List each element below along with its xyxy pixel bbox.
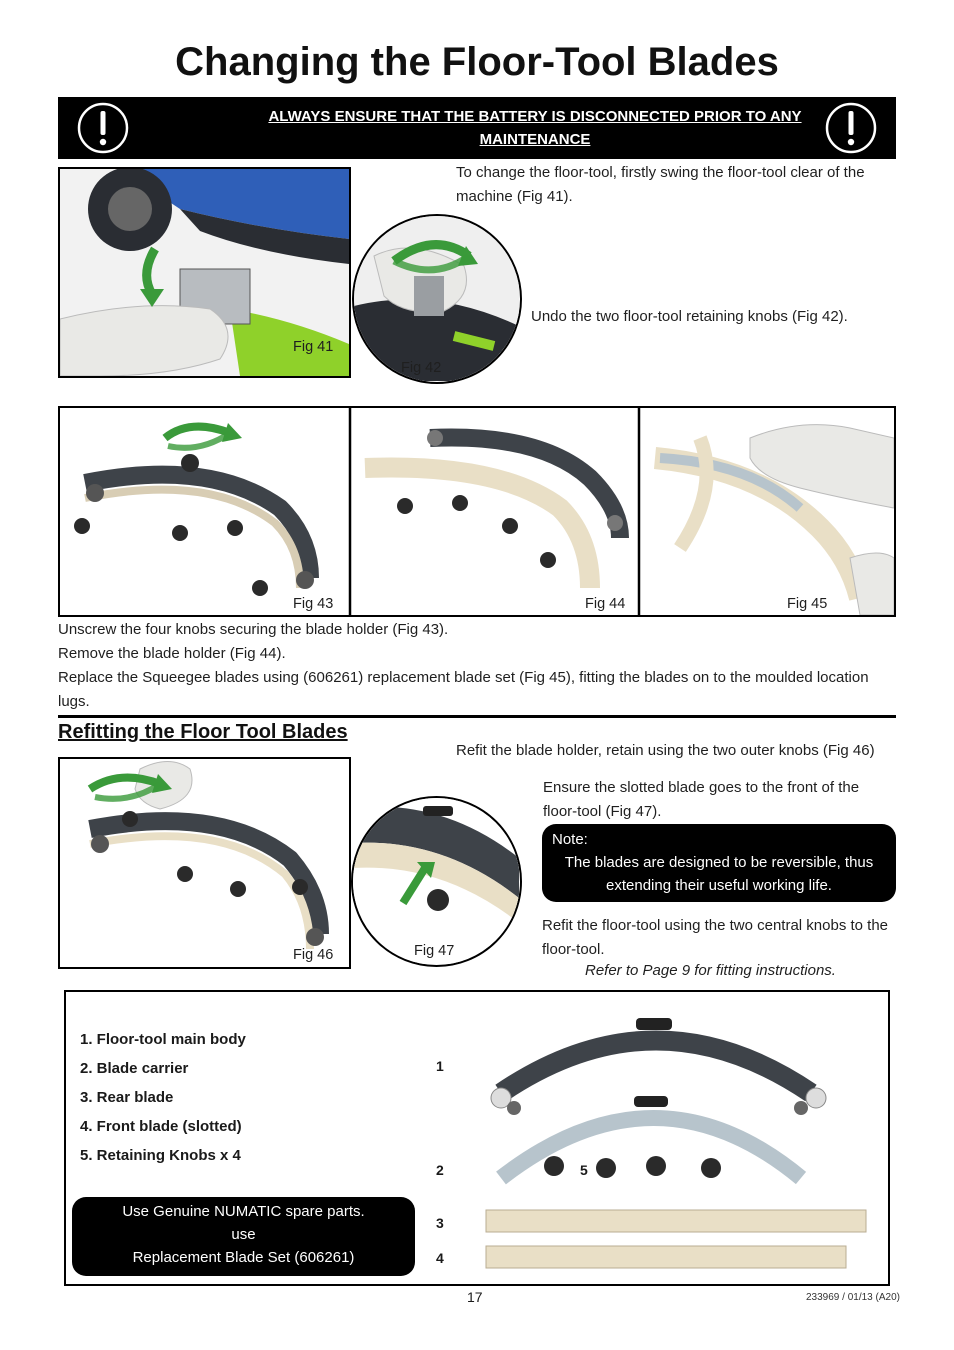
- parts-list-item: 5. Retaining Knobs x 4: [80, 1147, 241, 1164]
- fig-41-label: Fig 41: [293, 339, 334, 355]
- parts-list-item: 2. Blade carrier: [80, 1060, 189, 1077]
- note-title: Note:: [552, 831, 588, 848]
- page-title: Changing the Floor-Tool Blades: [175, 40, 779, 84]
- fig-47-label: Fig 47: [414, 943, 455, 959]
- warning-line-1: ALWAYS ENSURE THAT THE BATTERY IS DISCONNECTED PRIOR TO ANY: [268, 108, 802, 125]
- part-number-2: 2: [436, 1162, 444, 1178]
- genuine-line-3: Replacement Blade Set (606261): [132, 1249, 355, 1266]
- fig-44-label: Fig 44: [585, 596, 626, 612]
- fig-46-label: Fig 46: [293, 947, 334, 963]
- refit-text-3: Refit the floor-tool using the two central knobs to the floor-tool.: [542, 917, 889, 958]
- fig-42-label: Fig 42: [401, 360, 442, 376]
- part-number-5: 5: [580, 1162, 588, 1178]
- note-body: The blades are designed to be reversible, thus extending their useful working life.: [564, 854, 874, 894]
- step-2-text: Undo the two floor-tool retaining knobs (Fig 42).: [531, 308, 848, 325]
- warning-text: [208, 105, 862, 151]
- fig-47-image: [351, 796, 522, 967]
- part-number-3: 3: [436, 1215, 444, 1231]
- step-1-text: To change the floor-tool, firstly swing the floor-tool clear of the machine (Fig 41).: [456, 164, 865, 205]
- figs-43-45-panel: [58, 406, 896, 617]
- instruction-item: Remove the blade holder (Fig 44).: [58, 645, 286, 662]
- parts-panel: [64, 990, 890, 1286]
- warning-line-2: MAINTENANCE: [479, 131, 591, 148]
- note-box: [542, 824, 896, 902]
- refit-text-1: Refit the blade holder, retain using the two outer knobs (Fig 46): [456, 742, 875, 759]
- parts-list-item: 4. Front blade (slotted): [80, 1118, 242, 1135]
- instruction-item: Replace the Squeegee blades using (606261) replacement blade set (Fig 45), fitting the blades on to the moulded location lugs.: [58, 669, 869, 710]
- genuine-line-1: Use Genuine NUMATIC spare parts.: [122, 1203, 365, 1220]
- refit-text-2: Ensure the slotted blade goes to the front of the floor-tool (Fig 47).: [543, 779, 860, 820]
- genuine-parts-box: [72, 1197, 415, 1276]
- part-number-4: 4: [436, 1250, 444, 1266]
- parts-image: [456, 998, 886, 1282]
- exclamation-icon: [824, 101, 878, 155]
- fig-45-label: Fig 45: [787, 596, 828, 612]
- part-number-1: 1: [436, 1058, 444, 1074]
- fig-42-image: [352, 214, 522, 384]
- parts-list-item: 3. Rear blade: [80, 1089, 174, 1106]
- parts-list: [80, 1025, 246, 1170]
- exclamation-icon: [76, 101, 130, 155]
- refit-heading: Refitting the Floor Tool Blades: [58, 721, 348, 743]
- document-code: 233969 / 01/13 (A20): [806, 1292, 900, 1303]
- refit-reference: Refer to Page 9 for fitting instructions.: [585, 962, 836, 979]
- instructions-list: [58, 618, 896, 714]
- parts-list-item: 1. Floor-tool main body: [80, 1031, 246, 1048]
- warning-banner: [58, 97, 896, 159]
- genuine-line-2: use: [231, 1226, 256, 1243]
- instruction-item: Unscrew the four knobs securing the blade holder (Fig 43).: [58, 621, 449, 638]
- page-number: 17: [467, 1289, 483, 1305]
- section-divider: [58, 715, 896, 718]
- fig-43-label: Fig 43: [293, 596, 334, 612]
- fig-46-image: [58, 757, 351, 969]
